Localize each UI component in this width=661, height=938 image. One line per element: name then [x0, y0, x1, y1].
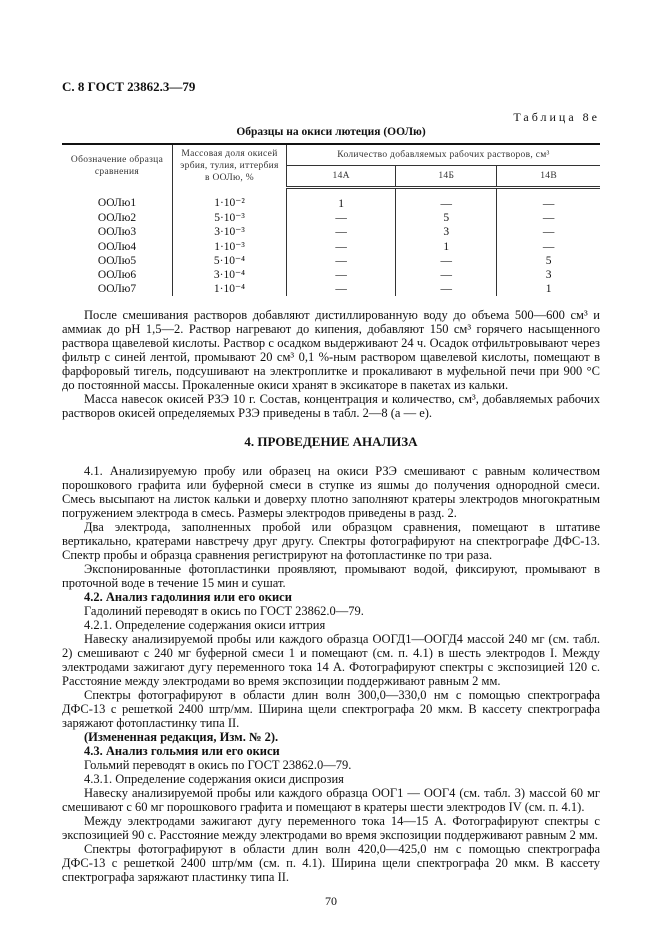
paragraph: 4.1. Анализируемую пробу или образец на окиси РЗЭ смешивают с равным количеством порошкового графита или буферной смеси в ступке из яшмы до получения однородной смеси. Смесь высыпают на листок кальки и доверху плотно заполняют кратеры электродов многократным погружением электрода в смесь. Размеры электродов приведены в разд. 2. — [62, 464, 600, 521]
table-cell: — — [287, 282, 396, 296]
table-cell: 5 — [497, 254, 600, 268]
table-cell: — — [497, 211, 600, 225]
table-cell: 1 — [396, 240, 497, 254]
body-text — [62, 308, 600, 884]
col-header-quantity: Количество добавляемых рабочих растворов, см³ — [287, 144, 601, 166]
table-cell: — — [497, 225, 600, 239]
table-cell: ООЛю6 — [97, 269, 137, 282]
table-row — [62, 188, 600, 212]
table-cell: 3·10⁻³ — [173, 225, 287, 239]
table-title: Образцы на окиси лютеция (ООЛю) — [236, 126, 426, 138]
paragraph: 4.2.1. Определение содержания окиси иттрия — [84, 618, 326, 633]
paragraph: После смешивания растворов добавляют дистиллированную воду до объема 500—600 см³ и аммиак до pH 1,5—2. Раствор нагревают до кипения, добавляют 150 см³ горячего насыщенного раствора щавелевой кислоты. Раствор с осадком выдерживают 24 ч. Осадок отфильтровывают через фильтр с синей лентой, промывают 20 см³ 0,1 %-ным раствором щавелевой кислоты, помещают в фарфоровый тигель, подсушивают на электроплитке и прокаливают в муфельной печи при 900 °С до постоянной массы. Прокаленные окиси хранят в эксикаторе в пакетах из кальки. — [62, 308, 600, 393]
paragraph: Два электрода, заполненных пробой или образцом сравнения, помещают в штативе вертикально, кратерами навстречу друг другу. Спектры фотографируют на спектрографе ДФС-13. Спектр пробы и образца сравнения регистрируют на фотопластинке по три раза. — [62, 520, 600, 563]
table-cell: — — [287, 211, 396, 225]
table-cell: 3 — [497, 268, 600, 282]
col-header-14a: 14А — [287, 166, 396, 188]
table-cell: — — [396, 282, 497, 296]
paragraph: Гадолиний переводят в окись по ГОСТ 23862.0—79. — [84, 604, 364, 619]
paragraph: Гольмий переводят в окись по ГОСТ 23862.0—79. — [84, 758, 352, 773]
table-cell: — — [396, 188, 497, 212]
paragraph: Навеску анализируемой пробы или каждого образца ООГ1 — ООГ4 (см. табл. 3) массой 60 мг смешивают с 60 мг порошкового графита и помещают в кратеры шести электродов IV (см. п. 4.1). — [62, 786, 600, 815]
col-header-mass-fraction: Массовая доля окисей эрбия, тулия, иттербия в ООЛю, % — [173, 144, 287, 188]
page-header: С. 8 ГОСТ 23862.3—79 — [62, 79, 196, 94]
col-header-14b: 14Б — [396, 166, 497, 188]
table-cell: 5·10⁻³ — [173, 211, 287, 225]
table-cell: — — [287, 268, 396, 282]
table-row — [62, 254, 600, 268]
subsection-heading: 4.2. Анализ гадолиния или его окиси — [84, 590, 292, 605]
table-row — [62, 225, 600, 239]
table-cell: 5 — [396, 211, 497, 225]
page-number: 70 — [325, 894, 337, 909]
col-header-sample: Обозначение образца сравнения — [62, 144, 173, 188]
table-cell: ООЛю2 — [97, 212, 137, 225]
table-cell: — — [287, 240, 396, 254]
table-cell: — — [287, 225, 396, 239]
paragraph: 4.3.1. Определение содержания окиси диспрозия — [84, 772, 344, 787]
table-row — [62, 211, 600, 225]
table-cell: 3·10⁻⁴ — [173, 268, 287, 282]
col-header-14v: 14В — [497, 166, 600, 188]
table-row — [62, 282, 600, 296]
table-row — [62, 268, 600, 282]
paragraph: Спектры фотографируют в области длин волн 300,0—330,0 нм с помощью спектрографа ДФС-13 с решеткой 2400 штр/мм. Ширина щели спектрографа 20 мкм. В кассету спектрографа заряжают фотопластинку типа II. — [62, 688, 600, 731]
paragraph: Навеску анализируемой пробы или каждого образца ООГД1—ООГД4 массой 240 мг (см. табл. 2) смешивают с 240 мг буферной смеси 1 и помещают (см. п. 4.1) в шесть электродов I. Между электродами зажигают дугу переменного тока 14 А. Фотографируют спектры с экспозицией 120 с. Расстояние между электродами во время экспозиции поддерживают равным 2 мм. — [62, 632, 600, 689]
table-cell: 1 — [497, 282, 600, 296]
table-cell: ООЛю3 — [97, 226, 137, 239]
paragraph: Масса навесок окисей РЗЭ 10 г. Состав, концентрация и количество, см³, добавляемых рабочих растворов окисей определяемых РЗЭ приведены в табл. 2—8 (а — е). — [62, 392, 600, 421]
table-label: Таблица 8е — [513, 110, 600, 124]
revision-note: (Измененная редакция, Изм. № 2). — [84, 730, 279, 745]
table-cell: — — [396, 254, 497, 268]
table-cell: ООЛю7 — [97, 283, 137, 296]
section-heading: 4. ПРОВЕДЕНИЕ АНАЛИЗА — [244, 434, 418, 450]
table-cell: 1 — [287, 188, 396, 212]
table-cell: ООЛю5 — [97, 254, 137, 267]
table-cell: 1·10⁻² — [173, 188, 287, 212]
page-content — [62, 0, 600, 938]
table-cell: — — [396, 268, 497, 282]
table-cell: ООЛю1 — [97, 197, 137, 210]
paragraph: Спектры фотографируют в области длин волн 420,0—425,0 нм с помощью спектрографа ДФС-13 с решеткой 2400 штр/мм (см. п. 4.1). Ширина щели спектрографа 20 мкм. В кассету спектрографа заряжают пластинку типа II. — [62, 842, 600, 885]
table-cell: 3 — [396, 225, 497, 239]
table-cell: ООЛю4 — [97, 240, 137, 253]
table-cell: 5·10⁻⁴ — [173, 254, 287, 268]
paragraph: Между электродами зажигают дугу переменного тока 14—15 А. Фотографируют спектры с экспозицией 90 с. Расстояние между электродами во время экспозиции поддерживают равным 2 мм. — [62, 814, 600, 843]
samples-table — [62, 143, 600, 296]
table-cell: 1·10⁻³ — [173, 240, 287, 254]
paragraph: Экспонированные фотопластинки проявляют, промывают водой, фиксируют, промывают в проточной воде в течение 15 мин и сушат. — [62, 562, 600, 591]
table-cell: — — [497, 240, 600, 254]
subsection-heading: 4.3. Анализ гольмия или его окиси — [84, 744, 280, 759]
table-cell: 1·10⁻⁴ — [173, 282, 287, 296]
table-row — [62, 240, 600, 254]
table-cell: — — [497, 188, 600, 212]
table-cell: — — [287, 254, 396, 268]
